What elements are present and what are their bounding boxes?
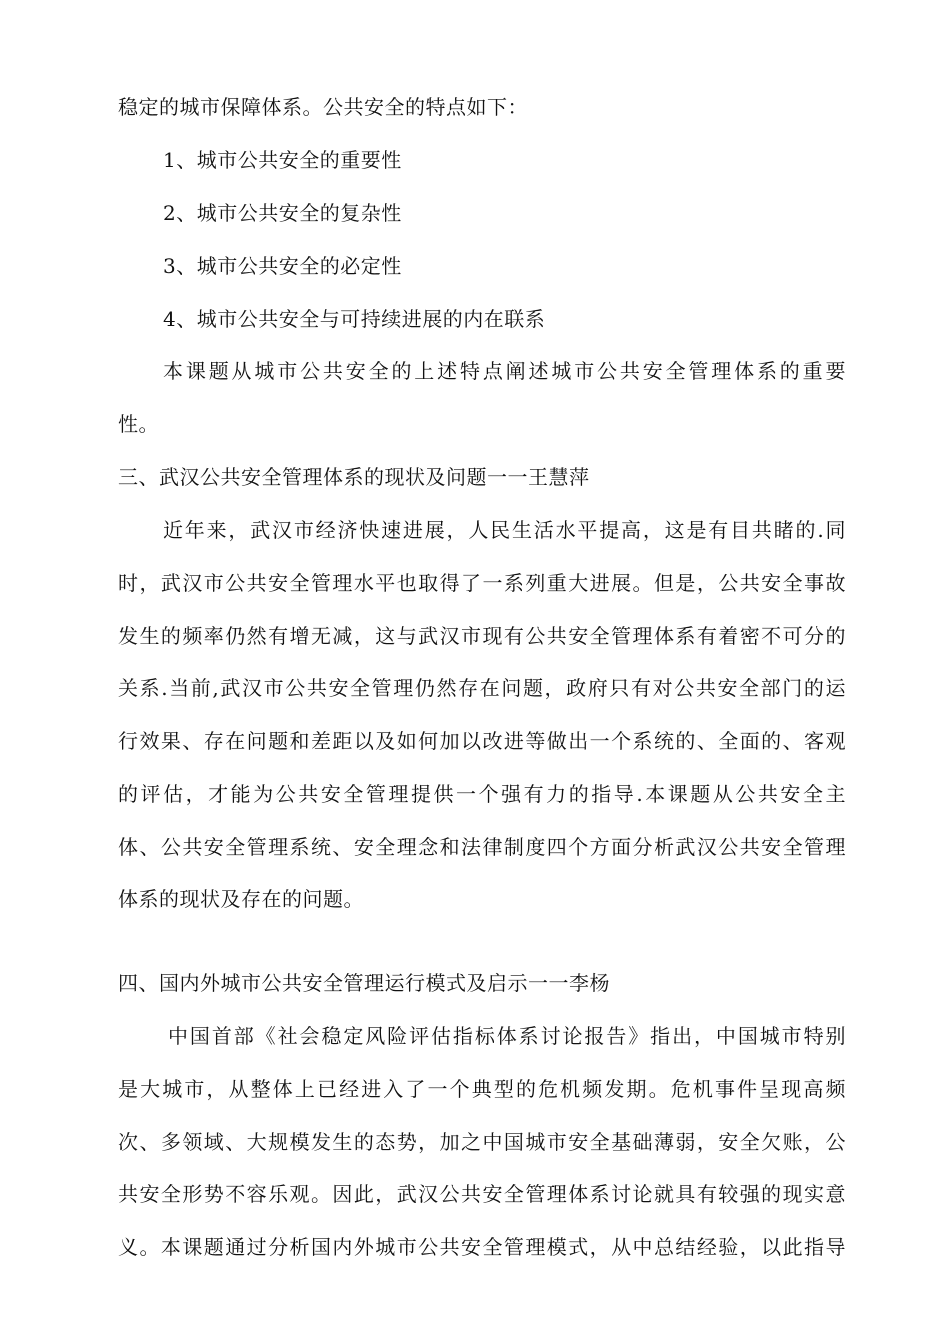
feature-item-1: 1、城市公共安全的重要性 [163,148,402,172]
summary-line-2: 性。 [118,412,159,436]
section-3-paragraph-line: 行效果、存在问题和差距以及如何加以改进等做出一个系统的、全面的、客观 [118,729,846,753]
section-3-paragraph-line: 时，武汉市公共安全管理水平也取得了一系列重大进展。但是，公共安全事故 [118,571,846,595]
section-3-paragraph-line: 体、公共安全管理系统、安全理念和法律制度四个方面分析武汉公共安全管理 [118,835,846,859]
section-3-paragraph-line: 发生的频率仍然有增无减，这与武汉市现有公共安全管理体系有着密不可分的 [118,624,846,648]
section-4-paragraph-line: 义。本课题通过分析国内外城市公共安全管理模式，从中总结经验，以此指导 [118,1235,846,1259]
section-4-paragraph-line: 是大城市，从整体上已经进入了一个典型的危机频发期。危机事件呈现高频 [118,1077,846,1101]
section-4-paragraph-line: 共安全形势不容乐观。因此，武汉公共安全管理体系讨论就具有较强的现实意 [118,1182,846,1206]
section-3-paragraph-line: 近年来，武汉市经济快速进展，人民生活水平提高，这是有目共睹的.同 [163,518,846,542]
feature-item-3: 3、城市公共安全的必定性 [163,254,402,278]
feature-item-4: 4、城市公共安全与可持续进展的内在联系 [163,307,546,331]
intro-text-line: 稳定的城市保障体系。公共安全的特点如下： [118,95,528,119]
section-4-paragraph-line: 中国首部《社会稳定风险评估指标体系讨论报告》指出，中国城市特别 [168,1024,846,1048]
section-4-heading: 四、国内外城市公共安全管理运行模式及启示一一李杨 [118,971,610,995]
section-3-paragraph-line: 的评估，才能为公共安全管理提供一个强有力的指导.本课题从公共安全主 [118,782,846,806]
summary-line-1: 本课题从城市公共安全的上述特点阐述城市公共安全管理体系的重要 [163,359,846,383]
section-3-heading: 三、武汉公共安全管理体系的现状及问题一一王慧萍 [118,465,590,489]
section-4-paragraph-line: 次、多领域、大规模发生的态势，加之中国城市安全基础薄弱，安全欠账，公 [118,1130,846,1154]
feature-item-2: 2、城市公共安全的复杂性 [163,201,402,225]
section-3-paragraph-line: 体系的现状及存在的问题。 [118,887,364,911]
section-3-paragraph-line: 关系.当前,武汉市公共安全管理仍然存在问题，政府只有对公共安全部门的运 [118,676,846,700]
